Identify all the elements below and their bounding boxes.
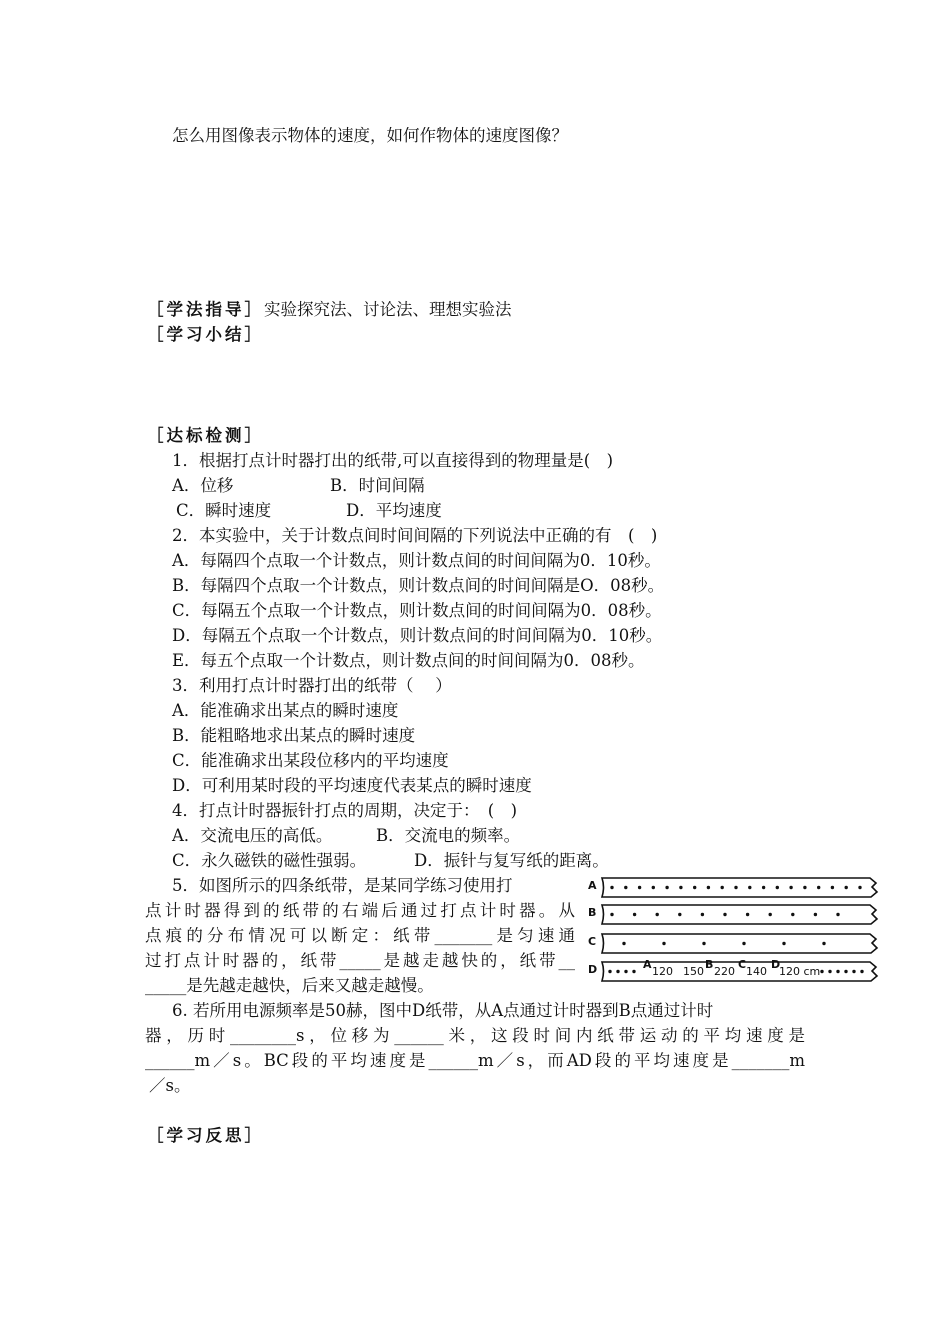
tape-d [588,960,880,982]
q3-option-b: B．能粗略地求出某点的瞬时速度 [172,726,416,745]
tape-b-dot [769,913,772,916]
q4-stem: 4．打点计时器振针打点的周期，决定于： ( ) [172,801,518,820]
tape-a-dot [679,886,682,889]
tape-d-dot-left [608,970,611,973]
study-method-text: 实验探究法、讨论法、理想实验法 [264,300,512,319]
tape-c-drawing [588,932,880,954]
tape-a-dot [789,886,792,889]
tape-b-dot [746,913,749,916]
tape-c [588,932,880,954]
q4-option-c: C．永久磁铁的磁性强弱。 [172,851,367,870]
d-segment-2: 150 [683,965,704,978]
q1-option-a: A．位移 [172,476,234,495]
q6-line-1: 6. 若所用电源频率是50赫，图中D纸带，从A点通过计时器到B点通过计时 [172,1001,714,1020]
tape-b-dot [836,913,839,916]
q2-option-b: B．每隔四个点取一个计数点，则计数点间的时间间隔是O．08秒。 [172,576,665,595]
d-segment-5: 120 cm [779,965,821,978]
d-point-c: C [738,958,747,971]
q6-line-2: 器，历时________s，位移为______米，这段时间内纸带运动的平均速度是 [145,1026,805,1045]
tape-c-label: C [588,935,597,948]
q1-option-d: D．平均速度 [346,501,442,520]
intro-question: 怎么用图像表示物体的速度，如何作物体的速度图像？ [172,126,568,145]
d-segment-4: 140 [746,965,767,978]
tape-c-dot [702,942,705,945]
tape-a-dot [707,886,710,889]
q1-option-b: B．时间间隔 [330,476,425,495]
q2-option-c: C．每隔五个点取一个计数点，则计数点间的时间间隔为0．08秒。 [172,601,662,620]
d-point-b: B [705,958,714,971]
q3-option-d: D．可利用某时段的平均速度代表某点的瞬时速度 [172,776,532,795]
tape-d-label: D [588,963,598,976]
tape-a-dot [776,886,779,889]
q4-option-a: A．交流电压的高低。 [172,826,333,845]
tape-a [588,876,880,898]
study-method-line [147,298,512,322]
tape-b-label: B [588,906,597,919]
tape-a-dot [610,886,613,889]
tape-b-outline [602,905,877,924]
tape-b-dot [723,913,726,916]
tape-c-dot [742,942,745,945]
tape-d-dot-left [624,970,627,973]
tape-a-dot [693,886,696,889]
q4-options-cd [172,849,609,873]
tape-a-dot [652,886,655,889]
tape-a-dot [624,886,627,889]
tape-b-drawing [588,903,880,925]
q4-options-ab [172,824,520,848]
study-method-heading: ［学法指导］ [147,300,264,319]
d-segment-3: 220 [714,965,735,978]
tape-a-dot [638,886,641,889]
tape-a-dot [831,886,834,889]
q5-line-5: _____是先越走越快，后来又越走越慢。 [145,976,434,995]
tape-d-dot-left [616,970,619,973]
d-point-a: A [643,958,652,971]
tape-d-dot-left [632,970,635,973]
tape-b [588,903,880,925]
tape-b-dot [633,913,636,916]
tape-c-dot [782,942,785,945]
tape-a-outline [602,878,877,897]
q2-option-a: A．每隔四个点取一个计数点，则计数点间的时间间隔为0．10秒。 [172,551,661,570]
q4-option-b: B．交流电的频率。 [376,826,521,845]
q5-line-3: 点痕的分布情况可以断定：纸带_______是匀速通 [145,926,575,945]
q4-option-d: D．振针与复写纸的距离。 [414,851,609,870]
tape-b-dot [610,913,613,916]
tape-d-dot-right [860,970,863,973]
q6-line-3: ______m／s。BC段的平均速度是______m／s，而AD段的平均速度是_______m [145,1051,805,1070]
q1-stem: 1．根据打点计时器打出的纸带,可以直接得到的物理量是( ) [172,451,614,470]
tape-c-dot [822,942,825,945]
summary-heading: ［学习小结］ [147,325,264,344]
tape-b-dot [701,913,704,916]
tape-b-dot [656,913,659,916]
tape-b-dot [791,913,794,916]
q2-stem: 2．本实验中，关于计数点间时间间隔的下列说法中正确的有 ( ) [172,526,658,545]
q5-line-4: 过打点计时器的，纸带_____是越走越快的，纸带__ [145,951,575,970]
d-segment-1: 120 [652,965,673,978]
tape-d-dot-right [828,970,831,973]
tape-d-dot-right [836,970,839,973]
q2-option-e: E．每五个点取一个计数点，则计数点间的时间间隔为0．08秒。 [172,651,645,670]
tape-a-dot [665,886,668,889]
reflection-heading: ［学习反思］ [147,1126,264,1145]
q1-option-c: C．瞬时速度 [176,501,272,520]
tape-b-dot [678,913,681,916]
q2-option-d: D．每隔五个点取一个计数点，则计数点间的时间间隔为0．10秒。 [172,626,663,645]
tape-a-dot [845,886,848,889]
tape-c-dot [662,942,665,945]
q3-stem: 3．利用打点计时器打出的纸带（ ） [172,676,452,695]
q5-line-2: 点计时器得到的纸带的右端后通过打点计时器。从 [145,901,575,920]
q3-option-c: C．能准确求出某段位移内的平均速度 [172,751,449,770]
tape-c-outline [602,934,877,953]
q5-line-1: 5．如图所示的四条纸带，是某同学练习使用打 [172,876,513,895]
tape-a-dot [762,886,765,889]
tape-b-dot [814,913,817,916]
tape-a-dot [721,886,724,889]
q6-line-4: ／s。 [149,1076,191,1095]
q1-options-cd [176,499,442,523]
tape-d-dot-right [852,970,855,973]
d-point-d: D [771,958,781,971]
tape-a-drawing [588,876,880,898]
q1-options-ab [172,474,425,498]
tape-a-dot [817,886,820,889]
q3-option-a: A．能准确求出某点的瞬时速度 [172,701,399,720]
tape-d-dot-right [820,970,823,973]
tape-a-dot [858,886,861,889]
tape-a-dot [748,886,751,889]
tape-c-dot [622,942,625,945]
test-heading: ［达标检测］ [147,426,264,445]
tape-d-dot-right [844,970,847,973]
tape-a-dot [803,886,806,889]
tape-a-dot [734,886,737,889]
tape-a-label: A [588,879,597,892]
